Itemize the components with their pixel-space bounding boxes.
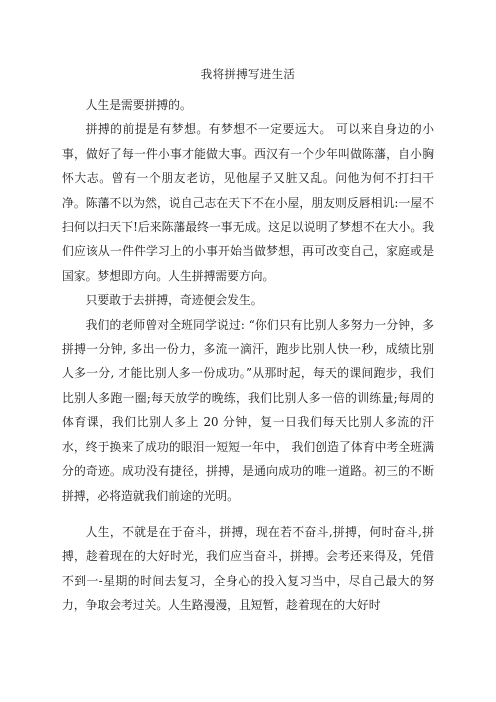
paragraph-teacher: 我们的老师曾对全班同学说过: “你们只有比别人多努力一分钟，多拼搏一分钟, 多出一份力，多流一滴汗，跑步比别人快一秒，成绩比别人多一分, 才能比别人多一份成功。”从那时起，每天的课间跑步，我们比别人多跑一圈;每天放学的晚练，我们比别人多一倍的训练量;每周的体育课，我们比别人多上 20 分钟，复一日我们每天比别人多流的汗水，终于换来了成功的眼泪一短短一年中， 我们创造了体育中考全班满分的奇迹。成功没有捷径，拼搏，是通向成功的唯一道路。初三的不断拼搏，必将造就我们前途的光明。	[62, 317, 434, 503]
paragraph-dream: 拼搏的前提是有梦想。有梦想不一定要远大。 可以来自身边的小事，做好了每一件小事才能做大事。西汉有一个少年叫做陈藩，自小胸怀大志。曾有一个朋友老访，见他屋子又脏又乱。问他为何不打扫干净。陈藩不以为然，说自己志在天下不在小屋，朋友则反唇相讥:一屋不扫何以扫天下!后来陈藩最终一事无成。这足以说明了梦想不在大小。我们应该从一件件学习上的小事开始当做梦想，再可改变自己，家庭或是国家。梦想即方向。人生拼搏需要方向。	[62, 122, 434, 283]
paragraph-miracle: 只要敢于去拼搏，奇迹便会发生。	[85, 293, 263, 308]
paragraph-intro: 人生是需要拼搏的。	[85, 98, 192, 112]
paragraph-life: 人生，不就是在于奋斗，拼搏，现在若不奋斗,拼搏，何时奋斗,拼搏，趁着现在的大好时光，我们应当奋斗，拼搏。会考还来得及，凭借不到一-星期的时间去复习，全身心的投入复习当中，尽自己最大的努力，争取会考过关。人生路漫漫，且短暂，趁着现在的大好时	[62, 524, 434, 613]
document-title: 我将拼搏写进生活	[200, 67, 296, 81]
document-body	[62, 93, 434, 618]
